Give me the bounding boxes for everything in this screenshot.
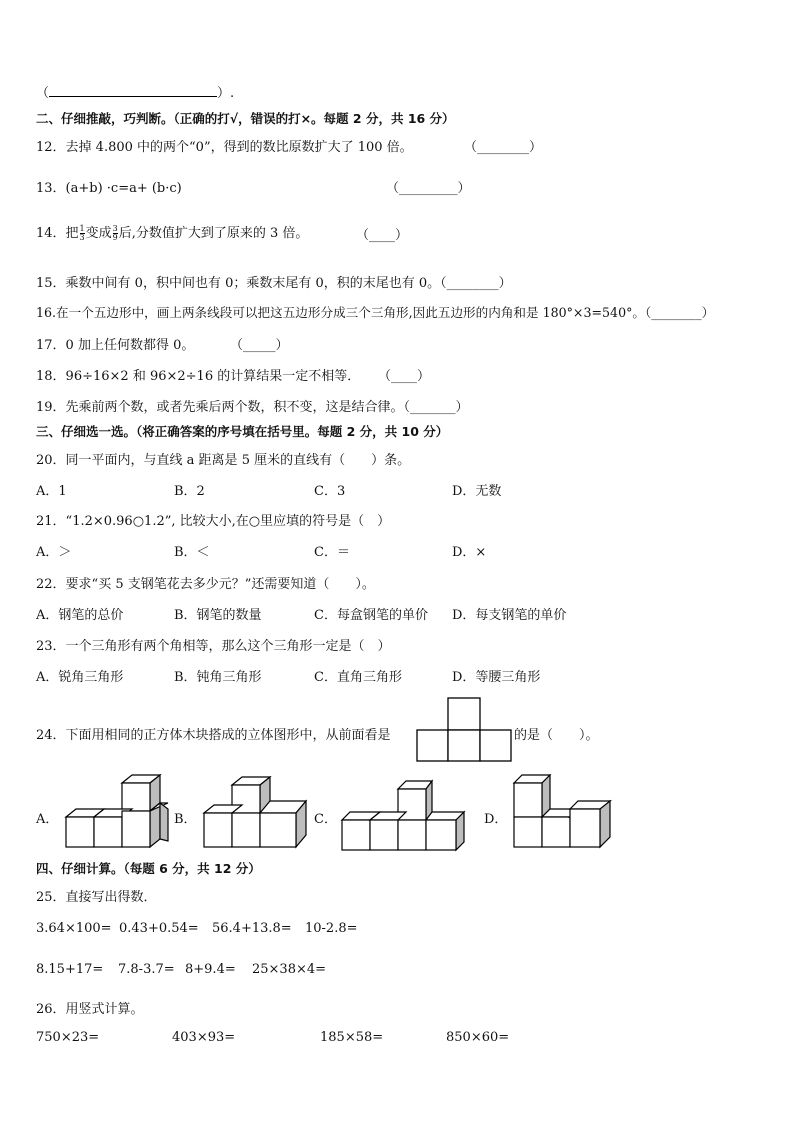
q25-item: 3.64×100= [36,921,112,936]
q23-option-a[interactable]: A．锐角三角形 [36,670,124,685]
question-20: 20．同一平面内，与直线 a 距离是 5 厘米的直线有（ ）条。 [36,453,411,468]
answer-blank[interactable] [49,85,217,97]
question-24: 24．下面用相同的正方体木块搭成的立体图形中，从前面看是 [36,728,391,743]
cube [426,812,464,850]
question-22: 22．要求“买 5 支钢笔花去多少元？”还需要知道（ ）。 [36,577,375,592]
question-17-blank[interactable]: （_____） [230,338,289,353]
q25-item: 25×38×4= [252,962,327,977]
question-14: 14．把 $\frac{1}{3}$ 变成 $\frac{3}{9}$ 后,分数值扩大到了原来的 3 倍。 [36,224,309,242]
question-23: 23．一个三角形有两个角相等，那么这个三角形一定是（ ） [36,639,391,654]
q25-item: 8+9.4= [185,962,236,977]
previous-answer-line: （ ）. [36,86,235,101]
question-26: 26．用竖式计算。 [36,1002,144,1017]
cube [232,813,260,847]
q25-item: 7.8-3.7= [118,962,175,977]
q24-option-d-figure[interactable] [512,774,616,852]
q20-option-c[interactable]: C．3 [314,484,346,499]
q21-option-b[interactable]: B．＜ [174,545,210,560]
q22-option-c[interactable]: C．每盒钢笔的单价 [314,608,428,623]
q20-option-b[interactable]: B．2 [174,484,205,499]
q21-option-c[interactable]: C．＝ [314,545,350,560]
question-18: 18．96÷16×2 和 96×2÷16 的计算结果一定不相等． [36,369,361,384]
q26-item: 185×58= [320,1030,384,1045]
fraction-three-ninths: $\frac{3}{9}$ [112,224,118,242]
question-18-blank[interactable]: （____） [378,369,431,384]
cube [514,775,550,817]
q21-option-d[interactable]: D．× [452,545,487,560]
question-16: 16.在一个五边形中，画上两条线段可以把这五边形分成三个三角形,因此五边形的内角和是 180°×3=540°。（________） [36,305,715,320]
q24-option-c-figure[interactable] [340,776,468,854]
q25-item: 8.15+17= [36,962,104,977]
question-12: 12．去掉 4.800 中的两个“0”，得到的数比原数扩大了 100 倍。 [36,140,413,155]
cube [122,775,160,811]
question-13: 13．(a+b) ·c=a+ (b·c) [36,181,182,196]
q22-option-b[interactable]: B．钢笔的数量 [174,608,262,623]
front-view-figure [416,697,512,763]
q24-option-d-label[interactable]: D． [484,812,508,827]
cube [570,801,610,847]
cube [398,820,426,850]
section-3-title: 三、仔细选一选。（将正确答案的序号填在括号里。每题 2 分，共 10 分） [36,424,449,439]
question-24-tail: 的是（ ）。 [514,728,599,743]
q25-item: 56.4+13.8= [212,921,292,936]
section-4-title: 四、仔细计算。（每题 6 分，共 12 分） [36,861,261,876]
q26-item: 403×93= [172,1030,236,1045]
q24-option-c-label[interactable]: C． [314,812,337,827]
question-17: 17．0 加上任何数都得 0。 [36,338,195,353]
q20-option-d[interactable]: D．无数 [452,484,502,499]
question-25: 25．直接写出得数． [36,890,157,905]
q23-option-d[interactable]: D．等腰三角形 [452,670,541,685]
question-21: 21．“1.2×0.96○1.2”, 比较大小,在○里应填的符号是（ ） [36,514,391,529]
question-12-blank[interactable]: （________） [464,140,543,155]
cube [260,801,306,847]
cube [514,817,542,847]
q24-option-b-figure[interactable] [200,774,312,852]
q26-item: 850×60= [446,1030,510,1045]
q26-item: 750×23= [36,1030,100,1045]
q24-option-a-label[interactable]: A． [36,812,59,827]
question-19: 19．先乘前两个数，或者先乘后两个数，积不变，这是结合律。（_______） [36,400,469,415]
q24-option-a-figure[interactable] [64,774,174,852]
q24-option-b-label[interactable]: B． [174,812,197,827]
section-2-title: 二、仔细推敲，巧判断。（正确的打√，错误的打×。每题 2 分，共 16 分） [36,111,455,126]
q22-option-a[interactable]: A．钢笔的总价 [36,608,124,623]
q25-item: 10-2.8= [305,921,358,936]
q20-option-a[interactable]: A．1 [36,484,67,499]
q23-option-c[interactable]: C．直角三角形 [314,670,402,685]
question-15: 15．乘数中间有 0，积中间也有 0；乘数末尾有 0，积的末尾也有 0。（________） [36,276,512,291]
fraction-one-third: $\frac{1}{3}$ [79,224,85,242]
q25-item: 0.43+0.54= [119,921,199,936]
question-13-blank[interactable]: （_________） [386,181,471,196]
question-14-blank[interactable]: （____） [356,228,409,243]
q22-option-d[interactable]: D．每支钢笔的单价 [452,608,567,623]
q21-option-a[interactable]: A．＞ [36,545,72,560]
q23-option-b[interactable]: B．钝角三角形 [174,670,262,685]
